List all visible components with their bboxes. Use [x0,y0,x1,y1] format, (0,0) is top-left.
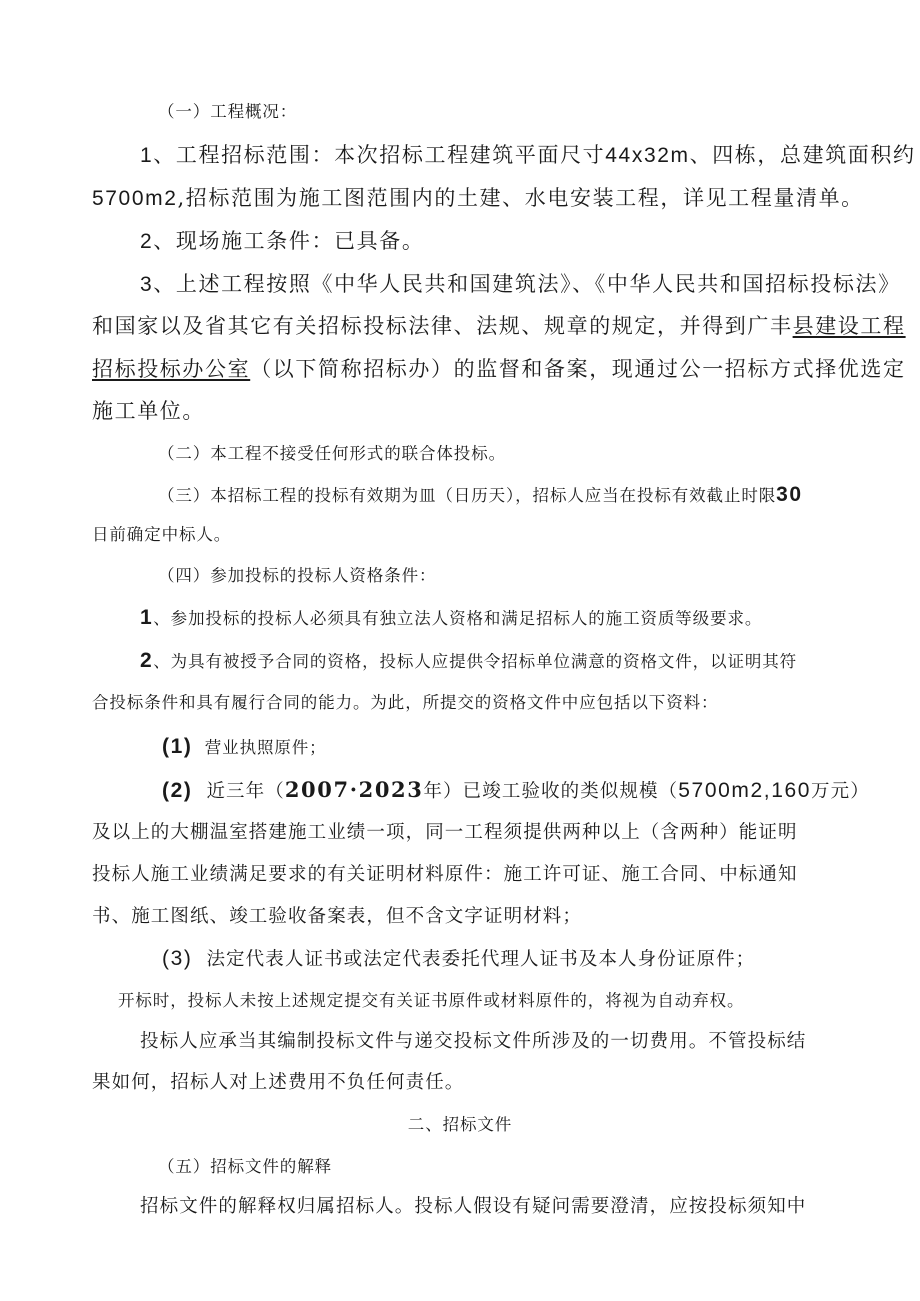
note-bid-opening: 开标时，投标人未按上述规定提交有关证书原件或材料原件的，将视为自动弃权。 [118,991,745,1010]
interpretation-text: 招标文件的解释权归属招标人。投标人假设有疑问需要澄清，应按投标须知中 [140,1196,807,1217]
material-2-line-2: 及以上的大棚温室搭建施工业绩一项，同一工程须提供两种以上（含两种）能证明 [92,822,798,843]
material-3-representative: (3) 法定代表人证书或法定代表委托代理人证书及本人身份证原件； [162,947,756,970]
item-2-site-conditions: 2、现场施工条件：已具备。 [140,229,425,253]
note-bid-costs-line-1: 投标人应承当其编制投标文件与递交投标文件所涉及的一切费用。不管投标结 [140,1031,807,1052]
section-validity-line-2: 日前确定中标人。 [92,525,232,544]
note-bid-costs-line-2: 果如何，招标人对上述费用不负任何责任。 [92,1072,465,1093]
item-3-legal-basis-line-4: 施工单位。 [92,399,205,423]
qualification-1: 1、参加投标的投标人必须具有独立法人资格和满足招标人的施工资质等级要求。 [140,606,763,629]
material-2-line-1: (2) 近三年（2007·2023年）已竣工验收的类似规模（5700m2,160万元） [162,777,870,802]
section-heading-overview: （一）工程概况： [158,102,298,121]
item-3-legal-basis-line-2: 和国家以及省其它有关招标投标法律、法规、规章的规定，并得到广丰县建设工程 [92,314,906,338]
section-title-bidding-documents: 二、招标文件 [407,1115,513,1134]
section-interpretation-heading: （五）招标文件的解释 [158,1157,332,1176]
qualification-2-line-2: 合投标条件和具有履行合同的能力。为此，所提交的资格文件中应包括以下资料： [92,693,719,712]
item-3-legal-basis-line-1: 3、上述工程按照《中华人民共和国建筑法》、《中华人民共和国招标投标法》 [140,272,901,296]
material-2-line-3: 投标人施工业绩满足要求的有关证明材料原件：施工许可证、施工合同、中标通知 [92,864,798,885]
material-2-line-4: 书、施工图纸、竣工验收备案表，但不含文字证明材料； [92,906,583,927]
material-1-business-license: (1) 营业执照原件； [162,735,327,758]
qualification-2-line-1: 2、为具有被授予合同的资格，投标人应提供令招标单位满意的资格文件，以证明其符 [140,649,798,672]
item-1-scope-line-2: 5700m2,招标范围为施工图范围内的土建、水电安装工程，详见工程量清单。 [92,186,864,210]
item-3-legal-basis-line-3: 招标投标办公室（以下简称招标办）的监督和备案，现通过公一招标方式择优选定 [92,357,906,381]
section-validity-line-1: （三）本招标工程的投标有效期为皿（日历天），招标人应当在投标有效截止时限30 [158,483,803,506]
section-consortium: （二）本工程不接受任何形式的联合体投标。 [158,444,506,463]
item-1-scope-line-1: 1、工程招标范围：本次招标工程建筑平面尺寸44x32m、四栋，总建筑面积约 [140,143,916,167]
section-qualifications-heading: （四）参加投标的投标人资格条件： [158,566,437,585]
